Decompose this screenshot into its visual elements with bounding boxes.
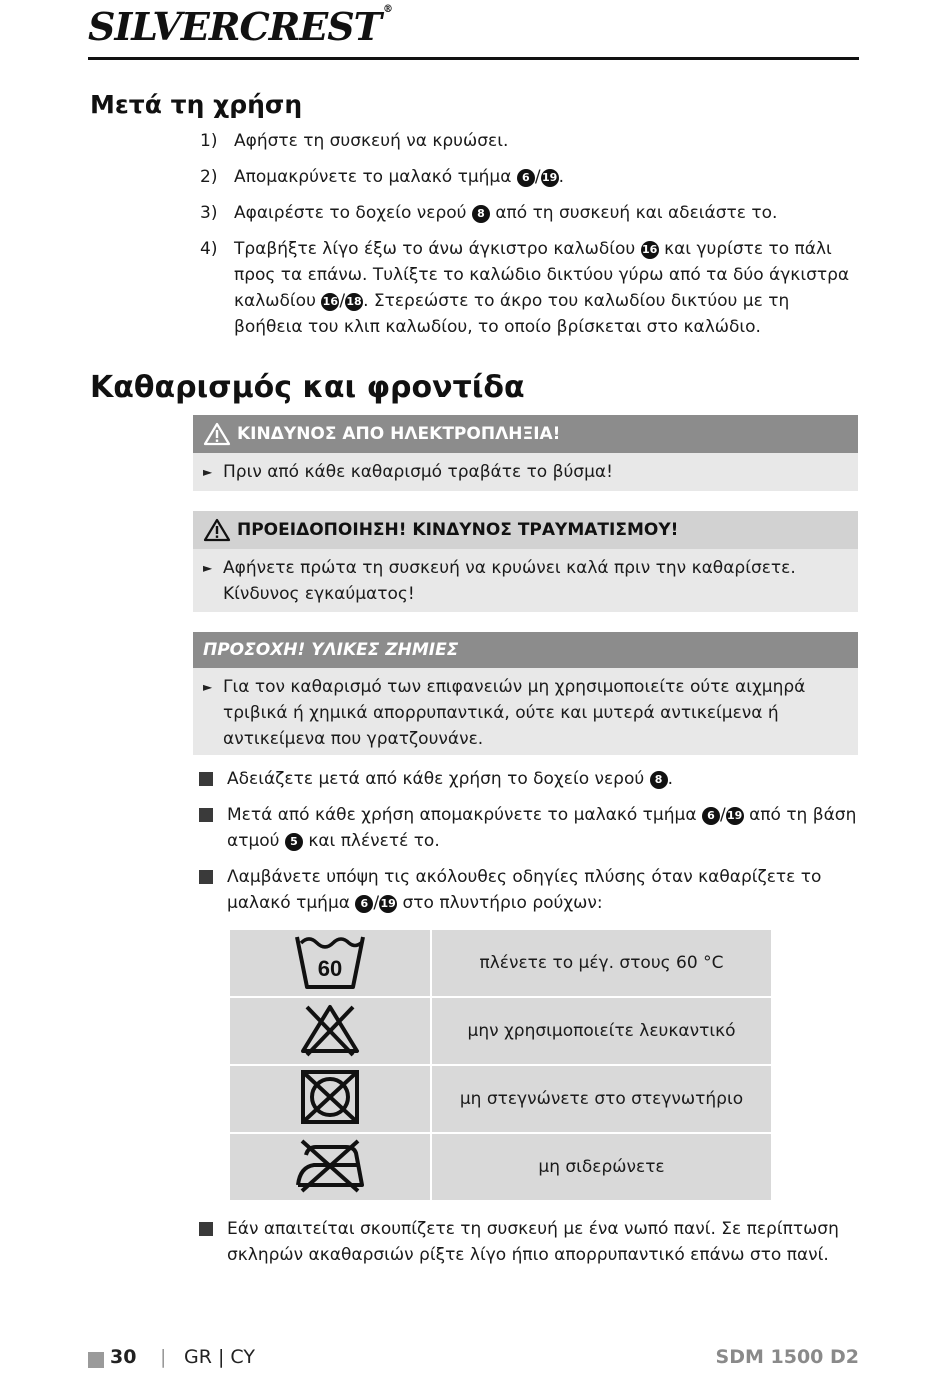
part-number-badge: 19 xyxy=(379,895,397,913)
part-number-badge: 16 xyxy=(641,241,659,259)
table-row xyxy=(229,1133,772,1201)
care-text: μην χρησιμοποιείτε λευκαντικό xyxy=(431,997,772,1065)
bullet-square-icon xyxy=(199,808,213,822)
care-symbols-table xyxy=(228,928,773,1202)
warning-box-header: ΠΡΟΕΙΔΟΠΟΙΗΣΗ! ΚΙΝΔΥΝΟΣ ΤΡΑΥΜΑΤΙΣΜΟΥ! xyxy=(193,511,858,549)
section-title-after-use: Μετά τη χρήση xyxy=(90,90,303,119)
footer-square-icon xyxy=(88,1352,104,1368)
danger-box-electric-shock: ΚΙΝΔΥΝΟΣ ΑΠΟ ΗΛΕΚΤΡΟΠΛΗΞΙΑ! ► Πριν από κάθε καθαρισμό τραβάτε το βύσμα! xyxy=(193,415,858,491)
care-text: μη στεγνώνετε στο στεγνωτήριο xyxy=(431,1065,772,1133)
warning-triangle-icon xyxy=(203,518,231,542)
no-tumble-dry-icon xyxy=(299,1068,361,1126)
no-iron-icon xyxy=(292,1137,368,1193)
bullet-square-icon xyxy=(199,1222,213,1236)
part-number-badge: 18 xyxy=(345,293,363,311)
part-number-badge: 19 xyxy=(726,807,744,825)
bullet-square-icon xyxy=(199,870,213,884)
part-number-badge: 5 xyxy=(285,833,303,851)
table-row xyxy=(229,929,772,997)
part-number-badge: 16 xyxy=(321,293,339,311)
caution-box-header: ΠΡΟΣΟΧΗ! ΥΛΙΚΕΣ ΖΗΜΙΕΣ xyxy=(193,632,858,668)
bullet-item: Μετά από κάθε χρήση απομακρύνετε το μαλακό τμήμα 6 /19 από τη βάση ατμού 5 και πλένετέ το. xyxy=(199,802,859,854)
bullet-item: Αδειάζετε μετά από κάθε χρήση το δοχείο νερού 8 . xyxy=(199,766,859,792)
warning-triangle-icon xyxy=(203,422,231,446)
step-item: 4) Τραβήξτε λίγο έξω το άνω άγκιστρο καλωδίου 16 και γυρίστε το πάλι προς τα επάνω. Τυλίξτε το καλώδιο δικτύου γύρω από τα δύο άγκιστρα καλωδίου 16/18. Στερεώστε το άκρο του καλωδίου δικτύου με τη βοήθεια του κλιπ καλωδίου, το οποίο βρίσκεται στο καλώδιο. xyxy=(200,239,850,337)
step-item: 1) Αφήστε τη συσκευή να κρυώσει. xyxy=(200,131,509,151)
page-footer xyxy=(88,1346,859,1376)
bullet-item: Εάν απαιτείται σκουπίζετε τη συσκευή με ένα νωπό πανί. Σε περίπτωση σκληρών ακαθαρσιών ρίξτε λίγο ήπιο απορρυπαντικό επάνω στο πανί. xyxy=(199,1216,859,1268)
table-row xyxy=(229,997,772,1065)
part-number-badge: 8 xyxy=(650,771,668,789)
part-number-badge: 6 xyxy=(702,807,720,825)
part-number-badge: 8 xyxy=(472,205,490,223)
caution-box-material-damage: ΠΡΟΣΟΧΗ! ΥΛΙΚΕΣ ΖΗΜΙΕΣ ► Για τον καθαρισμό των επιφανειών μη χρησιμοποιείτε ούτε αιχμηρά τριβικά ή χημικά απορρυπαντικά, ούτε και μυτερά αντικείμενα ή αντικείμενα που γρατζουνάνε. xyxy=(193,632,858,755)
bullet-square-icon xyxy=(199,772,213,786)
page-number: 30 xyxy=(110,1346,137,1368)
care-text: πλένετε το μέγ. στους 60 °C xyxy=(431,929,772,997)
part-number-badge: 19 xyxy=(541,169,559,187)
danger-box-header: ΚΙΝΔΥΝΟΣ ΑΠΟ ΗΛΕΚΤΡΟΠΛΗΞΙΑ! xyxy=(193,415,858,453)
brand-logo: SILVERCREST ® xyxy=(88,4,392,49)
arrow-icon: ► xyxy=(203,465,213,479)
wash-60-icon xyxy=(293,931,367,991)
footer-language: GR | CY xyxy=(184,1346,255,1368)
part-number-badge: 6 xyxy=(517,169,535,187)
bullet-item: Λαμβάνετε υπόψη τις ακόλουθες οδηγίες πλύσης όταν καθαρίζετε το μαλακό τμήμα 6 /19 στο πλυντήριο ρούχων: xyxy=(199,864,859,916)
section-title-cleaning: Καθαρισμός και φροντίδα xyxy=(90,370,525,405)
footer-separator: | xyxy=(160,1346,167,1368)
footer-model: SDM 1500 D2 xyxy=(715,1346,859,1368)
step-item: 3) Αφαιρέστε το δοχείο νερού 8 από τη συσκευή και αδειάστε το. xyxy=(200,203,778,223)
step-item: 2) Απομακρύνετε το μαλακό τμήμα 6 /19. xyxy=(200,167,564,187)
after-use-steps xyxy=(200,128,860,350)
wash-temp-label: 60 xyxy=(317,956,343,981)
part-number-badge: 6 xyxy=(355,895,373,913)
no-bleach-icon xyxy=(297,1001,363,1057)
arrow-icon: ► xyxy=(203,561,213,575)
care-text: μη σιδερώνετε xyxy=(431,1133,772,1201)
warning-box-injury: ΠΡΟΕΙΔΟΠΟΙΗΣΗ! ΚΙΝΔΥΝΟΣ ΤΡΑΥΜΑΤΙΣΜΟΥ! ► Αφήνετε πρώτα τη συσκευή να κρυώνει καλά πριν την καθαρίσετε. Κίνδυνος εγκαύματος! xyxy=(193,511,858,612)
header-rule xyxy=(88,57,859,60)
table-row xyxy=(229,1065,772,1133)
arrow-icon: ► xyxy=(203,680,213,694)
